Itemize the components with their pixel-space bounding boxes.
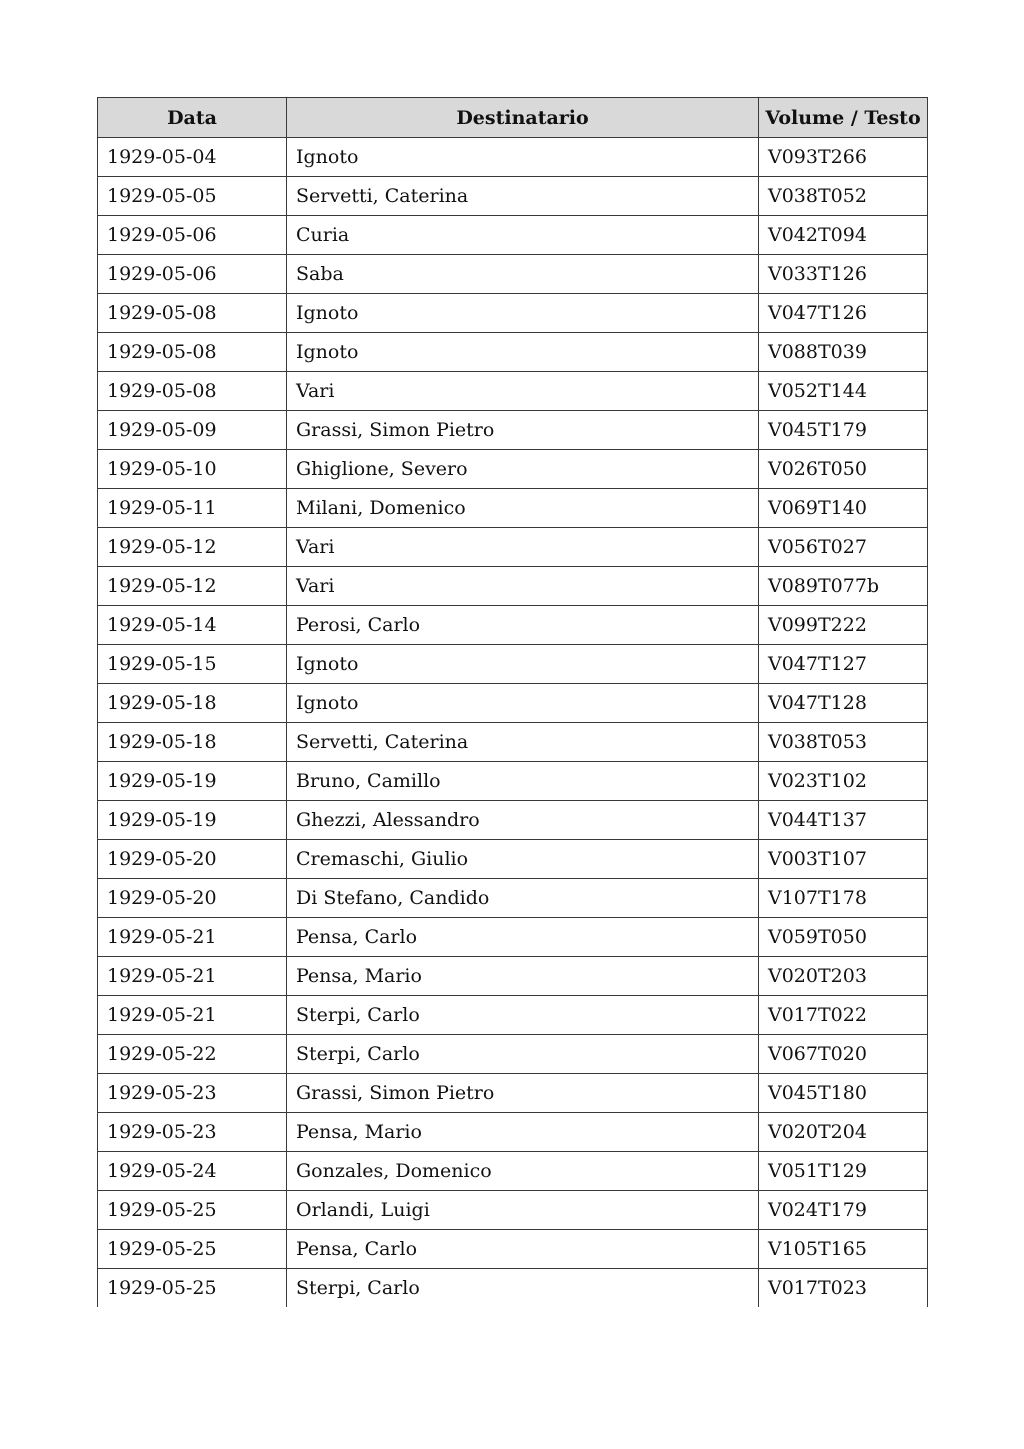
cell-date: 1929-05-25 [98, 1191, 287, 1230]
table-row [98, 255, 928, 294]
cell-date: 1929-05-25 [98, 1230, 287, 1269]
cell-date: 1929-05-21 [98, 918, 287, 957]
cell-recipient: Vari [287, 567, 759, 606]
cell-recipient: Pensa, Mario [287, 1113, 759, 1152]
cell-date: 1929-05-06 [98, 255, 287, 294]
cell-date: 1929-05-14 [98, 606, 287, 645]
table-row [98, 1269, 928, 1308]
cell-volume-text: V020T203 [759, 957, 928, 996]
cell-recipient: Gonzales, Domenico [287, 1152, 759, 1191]
cell-volume-text: V088T039 [759, 333, 928, 372]
cell-date: 1929-05-08 [98, 333, 287, 372]
cell-recipient: Orlandi, Luigi [287, 1191, 759, 1230]
table-row [98, 1113, 928, 1152]
table-row [98, 606, 928, 645]
table-row [98, 879, 928, 918]
column-header-volume-text: Volume / Testo [759, 98, 928, 138]
cell-recipient: Pensa, Carlo [287, 918, 759, 957]
cell-volume-text: V089T077b [759, 567, 928, 606]
table-row [98, 177, 928, 216]
table-row [98, 489, 928, 528]
table-row [98, 957, 928, 996]
cell-volume-text: V069T140 [759, 489, 928, 528]
table-row [98, 372, 928, 411]
cell-volume-text: V107T178 [759, 879, 928, 918]
cell-date: 1929-05-23 [98, 1074, 287, 1113]
table-row [98, 762, 928, 801]
column-header-date: Data [98, 98, 287, 138]
cell-date: 1929-05-11 [98, 489, 287, 528]
cell-volume-text: V047T128 [759, 684, 928, 723]
cell-recipient: Ignoto [287, 138, 759, 177]
cell-volume-text: V038T052 [759, 177, 928, 216]
cell-volume-text: V067T020 [759, 1035, 928, 1074]
cell-date: 1929-05-21 [98, 996, 287, 1035]
cell-recipient: Milani, Domenico [287, 489, 759, 528]
column-header-recipient: Destinatario [287, 98, 759, 138]
cell-date: 1929-05-06 [98, 216, 287, 255]
table-row [98, 1230, 928, 1269]
cell-volume-text: V024T179 [759, 1191, 928, 1230]
cell-recipient: Di Stefano, Candido [287, 879, 759, 918]
table-row [98, 684, 928, 723]
cell-recipient: Sterpi, Carlo [287, 1269, 759, 1308]
cell-volume-text: V047T126 [759, 294, 928, 333]
cell-volume-text: V105T165 [759, 1230, 928, 1269]
cell-volume-text: V045T180 [759, 1074, 928, 1113]
cell-date: 1929-05-22 [98, 1035, 287, 1074]
cell-date: 1929-05-18 [98, 684, 287, 723]
table-header [98, 98, 928, 138]
table-row [98, 1074, 928, 1113]
cell-date: 1929-05-20 [98, 879, 287, 918]
cell-volume-text: V023T102 [759, 762, 928, 801]
cell-recipient: Pensa, Mario [287, 957, 759, 996]
table-row [98, 1191, 928, 1230]
cell-volume-text: V017T022 [759, 996, 928, 1035]
cell-date: 1929-05-05 [98, 177, 287, 216]
cell-volume-text: V017T023 [759, 1269, 928, 1308]
header-row [98, 98, 928, 138]
cell-recipient: Vari [287, 528, 759, 567]
cell-date: 1929-05-12 [98, 567, 287, 606]
cell-date: 1929-05-19 [98, 762, 287, 801]
cell-volume-text: V056T027 [759, 528, 928, 567]
cell-date: 1929-05-15 [98, 645, 287, 684]
table-row [98, 411, 928, 450]
cell-recipient: Grassi, Simon Pietro [287, 411, 759, 450]
cell-volume-text: V044T137 [759, 801, 928, 840]
cell-date: 1929-05-08 [98, 372, 287, 411]
cell-volume-text: V093T266 [759, 138, 928, 177]
cell-recipient: Sterpi, Carlo [287, 1035, 759, 1074]
cell-recipient: Bruno, Camillo [287, 762, 759, 801]
table-row [98, 645, 928, 684]
cell-volume-text: V026T050 [759, 450, 928, 489]
cell-volume-text: V038T053 [759, 723, 928, 762]
cell-volume-text: V042T094 [759, 216, 928, 255]
cell-volume-text: V047T127 [759, 645, 928, 684]
cell-date: 1929-05-04 [98, 138, 287, 177]
table-row [98, 1152, 928, 1191]
table-row [98, 918, 928, 957]
cell-date: 1929-05-24 [98, 1152, 287, 1191]
cell-date: 1929-05-23 [98, 1113, 287, 1152]
table-row [98, 840, 928, 879]
cell-date: 1929-05-21 [98, 957, 287, 996]
table-row [98, 216, 928, 255]
table-row [98, 333, 928, 372]
table-row [98, 801, 928, 840]
table-row [98, 1035, 928, 1074]
cell-volume-text: V059T050 [759, 918, 928, 957]
cell-date: 1929-05-12 [98, 528, 287, 567]
cell-recipient: Cremaschi, Giulio [287, 840, 759, 879]
table-row [98, 450, 928, 489]
table-row [98, 996, 928, 1035]
cell-volume-text: V003T107 [759, 840, 928, 879]
cell-volume-text: V033T126 [759, 255, 928, 294]
cell-date: 1929-05-10 [98, 450, 287, 489]
cell-date: 1929-05-09 [98, 411, 287, 450]
cell-volume-text: V045T179 [759, 411, 928, 450]
cell-date: 1929-05-19 [98, 801, 287, 840]
table-row [98, 138, 928, 177]
cell-date: 1929-05-20 [98, 840, 287, 879]
cell-date: 1929-05-25 [98, 1269, 287, 1308]
table-row [98, 723, 928, 762]
cell-date: 1929-05-08 [98, 294, 287, 333]
cell-volume-text: V051T129 [759, 1152, 928, 1191]
cell-recipient: Curia [287, 216, 759, 255]
cell-recipient: Grassi, Simon Pietro [287, 1074, 759, 1113]
cell-recipient: Servetti, Caterina [287, 723, 759, 762]
table-row [98, 528, 928, 567]
cell-recipient: Ignoto [287, 294, 759, 333]
cell-volume-text: V099T222 [759, 606, 928, 645]
cell-recipient: Ignoto [287, 684, 759, 723]
table-body [98, 138, 928, 1308]
cell-volume-text: V020T204 [759, 1113, 928, 1152]
table-row [98, 567, 928, 606]
cell-recipient: Vari [287, 372, 759, 411]
cell-recipient: Perosi, Carlo [287, 606, 759, 645]
table-row [98, 294, 928, 333]
cell-recipient: Ghezzi, Alessandro [287, 801, 759, 840]
cell-recipient: Servetti, Caterina [287, 177, 759, 216]
cell-recipient: Ignoto [287, 333, 759, 372]
cell-date: 1929-05-18 [98, 723, 287, 762]
cell-recipient: Saba [287, 255, 759, 294]
cell-volume-text: V052T144 [759, 372, 928, 411]
cell-recipient: Ignoto [287, 645, 759, 684]
cell-recipient: Ghiglione, Severo [287, 450, 759, 489]
letters-table [97, 97, 928, 1307]
cell-recipient: Sterpi, Carlo [287, 996, 759, 1035]
cell-recipient: Pensa, Carlo [287, 1230, 759, 1269]
